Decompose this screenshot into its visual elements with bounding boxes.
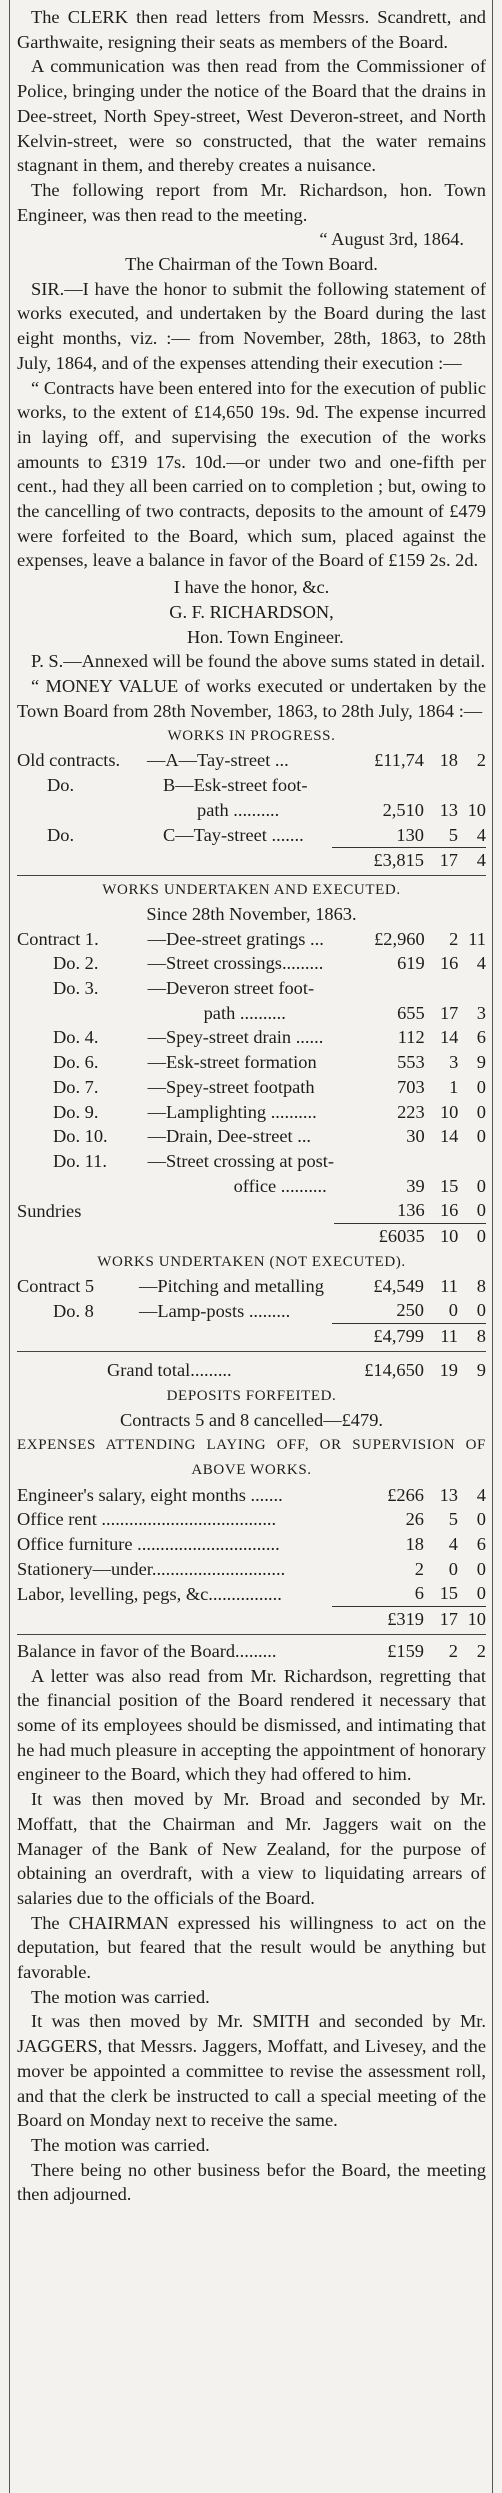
balance-row: Balance in favor of the Board......... £159 2 2 — [17, 1640, 486, 1661]
chairman-response-paragraph: The CHAIRMAN expressed his willingness to act on the deputation, but feared that the result would be anything but favorable. — [17, 1912, 486, 1983]
table-row: Contract 5 —Pitching and metalling £4,549 11 8 — [17, 1275, 486, 1296]
assessment-roll-motion-paragraph: It was then moved by Mr. SMITH and seconded by Mr. JAGGERS, that Messrs. Jaggers, Moffatt, and Livesey, and the mover be appointed a committee to revise the assessment roll, and that the clerk be instructed to call a special meeting of the Board on Monday next to receive the same. — [17, 2011, 486, 2131]
table-row: path .......... 2,510 13 10 — [197, 799, 486, 820]
report-signatory-title: Hon. Town Engineer. — [187, 626, 344, 647]
report-addressee: The Chairman of the Town Board. — [125, 254, 378, 275]
table-row: Engineer's salary, eight months ....... £266 13 4 — [17, 1484, 486, 1505]
table-row: Old contracts. —A—Tay-street ... £11,74 18 2 — [17, 750, 486, 771]
table-row: Do. 11. —Street crossing at post- — [53, 1150, 335, 1171]
table-row: Do. 8 —Lamp-posts ......... 250 0 0 — [53, 1300, 486, 1321]
clerk-letters-paragraph: The CLERK then read letters from Messrs. Scandrett, and Garthwaite, resigning their seats as members of the Board. — [17, 7, 486, 52]
adjournment-paragraph: There being no other business befor the Board, the meeting then adjourned. — [17, 2159, 486, 2205]
table-row: path .......... 655 17 3 — [203, 1002, 486, 1023]
money-value-heading: “ MONEY VALUE of works executed or undertaken by the Town Board from 28th November, 1863, to 28th July, 1864 :— — [17, 675, 486, 721]
table-row: Office rent ...................................... 26 5 0 — [17, 1509, 486, 1530]
grand-total-table — [17, 1358, 486, 1383]
report-intro-paragraph: The following report from Mr. Richardson, hon. Town Engineer, was then read to the meeting. — [17, 179, 486, 225]
table-row: Stationery—under............................. 2 0 0 — [17, 1558, 486, 1579]
works-executed-table — [17, 927, 486, 1249]
motion-carried-1: The motion was carried. — [31, 1986, 210, 2007]
table-row: Do. 10. —Drain, Dee-street ... 30 14 0 — [53, 1126, 486, 1147]
works-not-executed-heading: WORKS UNDERTAKEN (NOT EXECUTED). — [97, 1253, 406, 1270]
table-row: Contract 1. —Dee-street gratings ... £2,960 2 11 — [17, 928, 486, 949]
newspaper-column — [9, 0, 493, 2493]
table-row: Do. 4. —Spey-street drain ...... 112 14 6 — [53, 1027, 486, 1048]
report-body-2: “ Contracts have been entered into for the execution of public works, to the extent of £14,650 19s. 9d. The expense incurred in laying off, and supervising the execution of the works amounts to £319 17s. 10d.—or under two and one-fifth per cent., had they all been carried on to completion ; but, owing to the cancelling of two contracts, deposits to the amount of £479 were forfeited to the Board, which sum, placed against the expenses, leave a balance in favor of the Board of £159 2s. 2d. — [17, 377, 486, 571]
report-signature: G. F. RICHARDSON, — [169, 601, 334, 622]
section-divider — [17, 1351, 486, 1352]
intro-section — [17, 5, 486, 227]
works-executed-section — [17, 878, 486, 1249]
section-divider — [17, 1634, 486, 1635]
expenses-table — [17, 1483, 486, 1632]
overdraft-motion-paragraph: It was then moved by Mr. Broad and seconded by Mr. Moffatt, that the Chairman and Mr. Jaggers wait on the Manager of the Bank of New Zealand, for the purpose of obtaining an overdraft, with a view to liquidating arrears of salaries due to the officials of the Board. — [17, 1789, 486, 1908]
works-executed-since: Since 28th November, 1863. — [146, 903, 357, 924]
table-row: Do. 3. —Deveron street foot- — [53, 978, 315, 999]
table-row: office .......... 39 15 0 — [233, 1175, 486, 1196]
deposits-heading: DEPOSITS FORFEITED. — [166, 1387, 337, 1404]
engineer-report — [17, 227, 486, 723]
works-not-executed-total-row: £4,799 11 8 — [17, 1324, 486, 1349]
works-not-executed-table — [17, 1274, 486, 1349]
works-executed-total-row: £6035 10 0 — [17, 1224, 486, 1249]
table-row: Do. 9. —Lamplighting .......... 223 10 0 — [53, 1101, 486, 1122]
motion-carried-2: The motion was carried. — [31, 2134, 210, 2155]
report-closing: I have the honor, &c. — [173, 577, 330, 598]
police-communication-paragraph: A communication was then read from the Commissioner of Police, bringing under the notice of the Board that the drains in Dee-street, North Spey-street, West Deveron-street, and North Kelvin-street, were so constructed, that the water remains stagnant in them, and thereby creates a nuisance. — [17, 56, 486, 176]
balance-table — [17, 1639, 486, 1664]
table-row: Sundries 136 16 0 — [17, 1200, 486, 1221]
table-row: Do. 7. —Spey-street footpath 703 1 0 — [53, 1076, 486, 1097]
works-in-progress-total-row: £3,815 17 4 — [17, 848, 486, 873]
report-ps: P. S.—Annexed will be found the above sums stated in detail. — [31, 651, 486, 672]
section-divider — [17, 875, 486, 876]
works-in-progress-section — [17, 724, 486, 876]
expenses-heading: EXPENSES ATTENDING LAYING OFF, OR SUPERVISION OF ABOVE WORKS. — [17, 1437, 486, 1478]
works-not-executed-section — [17, 1250, 486, 1352]
works-executed-heading: WORKS UNDERTAKEN AND EXECUTED. — [102, 881, 401, 898]
deposits-line: Contracts 5 and 8 cancelled—£479. — [119, 1409, 383, 1430]
works-in-progress-heading: WORKS IN PROGRESS. — [167, 728, 336, 745]
table-row: Do. C—Tay-street ....... 130 5 4 — [47, 824, 486, 845]
report-date: “ August 3rd, 1864. — [319, 229, 464, 250]
expenses-total-row: £319 17 10 — [17, 1607, 486, 1632]
closing-section — [17, 1664, 486, 2207]
table-row: Office furniture ............................... 18 4 6 — [17, 1534, 486, 1555]
table-row: Do. B—Esk-street foot- — [47, 775, 308, 796]
grand-total-row: Grand total......... £14,650 19 9 — [107, 1359, 486, 1380]
richardson-letter-paragraph: A letter was also read from Mr. Richardson, regretting that the financial position of the Board rendered it necessary that some of its employees should be dismissed, and intimating that he had much pleasure in accepting the appointment of honorary engineer to the Board, which they had offered to him. — [17, 1665, 486, 1785]
deposits-section — [17, 1384, 486, 1433]
table-row: Do. 6. —Esk-street formation 553 3 9 — [53, 1052, 486, 1073]
works-in-progress-table — [17, 748, 486, 873]
table-row: Labor, levelling, pegs, &c................ 6 15 0 — [17, 1583, 486, 1604]
expenses-section — [17, 1433, 486, 1635]
table-row: Do. 2. —Street crossings......... 619 16 4 — [53, 953, 486, 974]
report-body-1: SIR.—I have the honor to submit the following statement of works executed, and undertaken by the Board during the last eight months, viz. :— from November, 28th, 1863, to 28th July, 1864, and of the expenses attending their execution :— — [17, 278, 486, 373]
